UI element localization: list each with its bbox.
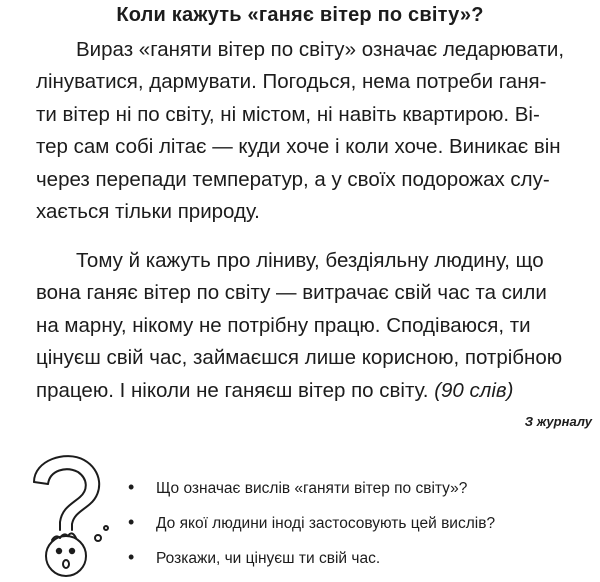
paragraph-line: на марну, нікому не потрібну працю. Сподіваюся, ти (36, 313, 531, 337)
paragraph-line: Тому й кажуть про ліниву, бездіяльну людину, що (76, 249, 544, 272)
paragraph-line-last (36, 375, 596, 407)
paragraph-line: через перепади температур, а у своїх подорожах слу- (36, 167, 550, 191)
paragraph-2 (36, 245, 596, 407)
paragraph-line: тер сам собі літає — куди хоче і коли хоче. Виникає він (36, 135, 561, 159)
source-attribution: З журналу (524, 414, 592, 429)
question-mark-face-icon (16, 452, 116, 580)
bullet-dot-icon: • (128, 547, 135, 567)
paragraph-line: ти вітер ні по світу, ні містом, ні навіть квартирою. Ві- (36, 102, 540, 126)
paragraph-line: цінуєш свій час, займаєшся лише корисною, потрібною (36, 346, 563, 370)
question-item (128, 505, 495, 540)
paragraph-1 (36, 34, 596, 228)
paragraph-line: лінуватися, дармувати. Погодься, нема потреби ганя- (36, 70, 547, 94)
paragraph-text: працею. І ніколи не ганяєш вітер по світу. (36, 378, 429, 402)
paragraph-line: вона ганяє вітер по світу — витрачає свій час та сили (36, 281, 547, 305)
question-text: Що означає вислів «ганяти вітер по світу»? (156, 480, 468, 497)
word-count: (90 слів) (434, 378, 514, 402)
bullet-dot-icon: • (128, 512, 135, 532)
question-item (128, 540, 495, 575)
paragraph-line: Вираз «ганяти вітер по світу» означає ледарювати, (76, 38, 565, 61)
question-item (128, 470, 495, 505)
bullet-dot-icon: • (128, 477, 135, 497)
question-text: До якої людини іноді застосовують цей вислів? (156, 515, 496, 532)
paragraph-line: хається тільки природу. (36, 200, 260, 224)
question-text: Розкажи, чи цінуєш ти свій час. (156, 550, 381, 567)
question-list (128, 470, 495, 575)
page-title: Коли кажуть «ганяє вітер по світу»? (116, 4, 484, 26)
